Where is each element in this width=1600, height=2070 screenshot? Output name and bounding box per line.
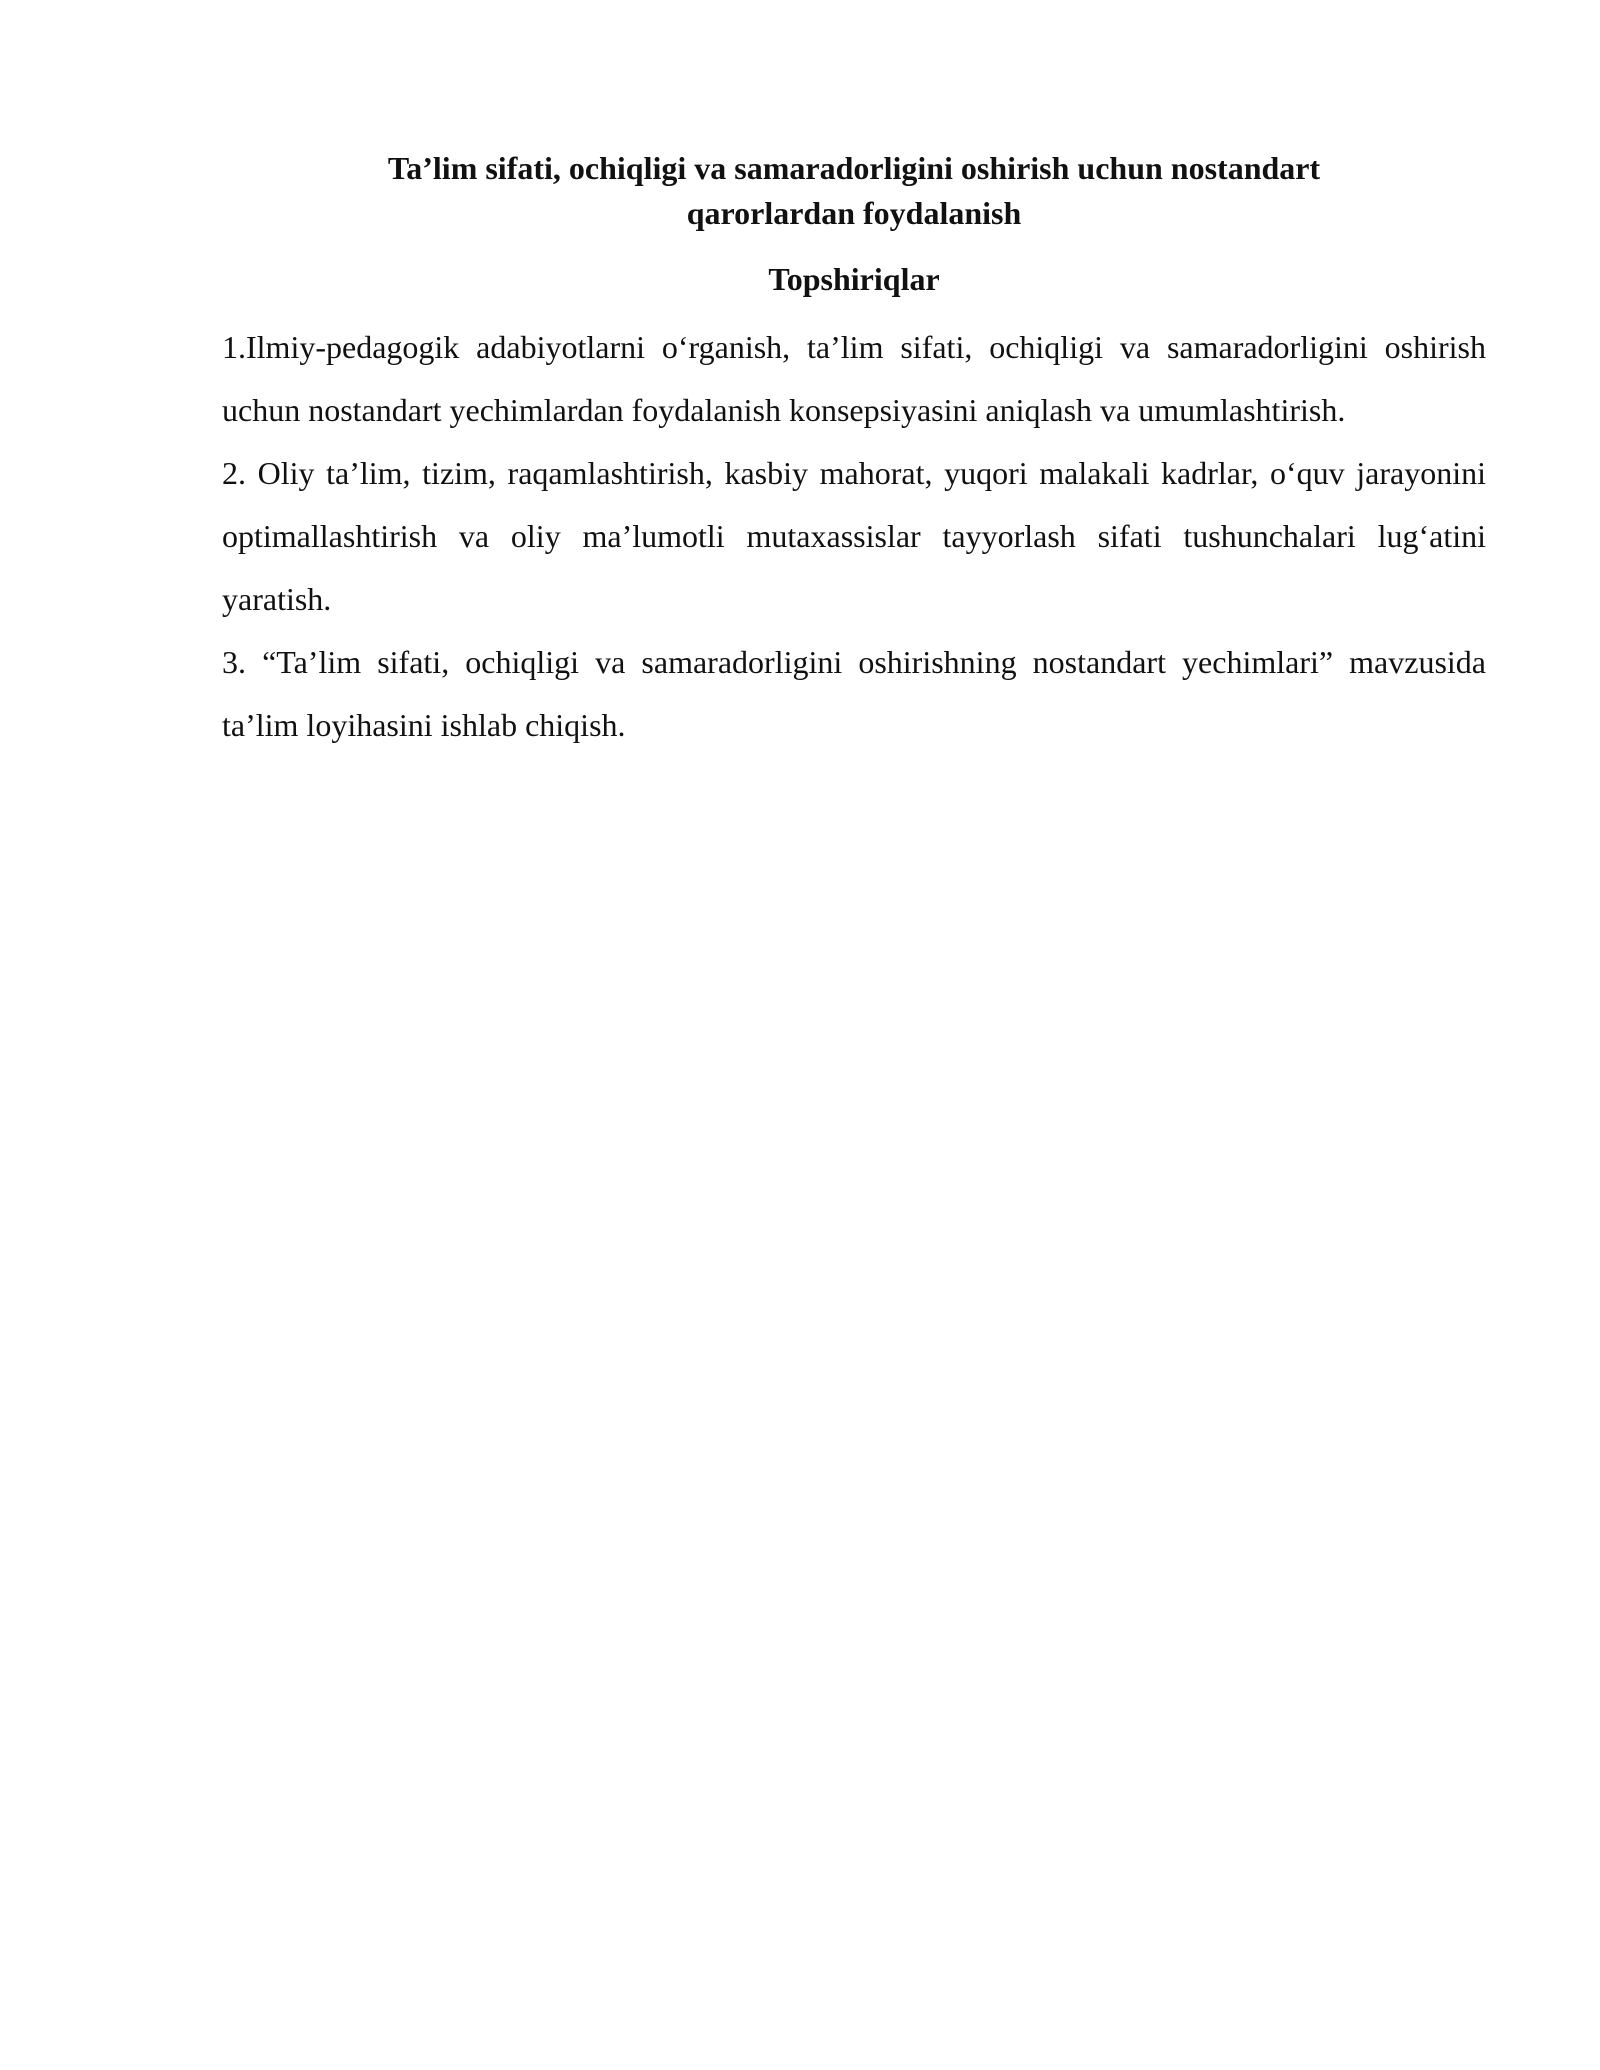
document-content bbox=[222, 146, 1486, 757]
task-item-3: 3. “Ta’lim sifati, ochiqligi va samaradorligini oshirishning nostandart yechimlari” mavzusida ta’lim loyihasini ishlab chiqish. bbox=[222, 644, 1486, 743]
task-list bbox=[222, 316, 1486, 757]
document-title-line-1: Ta’lim sifati, ochiqligi va samaradorligini oshirish uchun nostandart bbox=[387, 150, 1321, 186]
task-item-2: 2. Oliy ta’lim, tizim, raqamlashtirish, kasbiy mahorat, yuqori malakali kadrlar, o‘quv jarayonini optimallashtirish va oliy ma’lumotli mutaxassislar tayyorlash sifati tushunchalari lug‘atini yaratish. bbox=[222, 455, 1486, 617]
document-title-line-2: qarorlardan foydalanish bbox=[686, 195, 1022, 231]
document-title bbox=[222, 146, 1486, 236]
task-item-1: 1.Ilmiy-pedagogik adabiyotlarni o‘rganish, ta’lim sifati, ochiqligi va samaradorligini oshirish uchun nostandart yechimlardan foydalanish konsepsiyasini aniqlash va umumlashtirish. bbox=[222, 329, 1486, 428]
section-heading: Topshiriqlar bbox=[768, 261, 940, 297]
